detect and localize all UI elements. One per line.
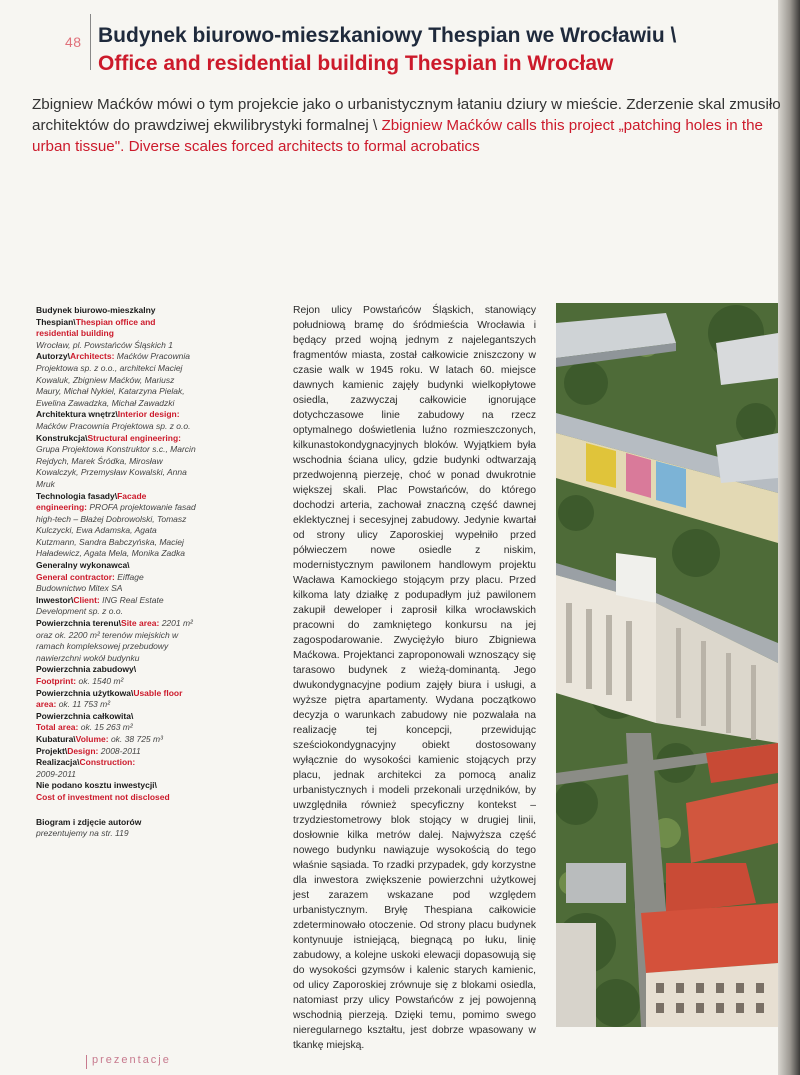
credit-label-en: Thespian office and residential building: [36, 316, 156, 339]
article-body: Rejon ulicy Powstańców Śląskich, stanowiący południową bramę do śródmieścia Wrocławia i będący przed wojną jednym z najelegantszych fragmentów miasta, został całkowicie zniszczony w czasie walk w 1945 roku. W latach 60. miejsce dawnych kamienic zajęły budynki wielkopłytowe osiedla, zazwyczaj całkowicie ignorujące dotychczasowe linie zabudowy na rzecz optymalnego doświetlenia luźno rozmieszczonych, kilkunastokondygnacyjnych bloków. Wyjątkiem była wschodnia ściana ulicy, gdzie budynki odtwarzają przedwojenną pierzeję, choć w ponad dwukrotnie większej skali. Plac Powstańców, do którego dochodzi arteria, zachował znaczną część dawnej eklektycznej i secesyjnej zabudowy. Jedynie kwartał od strony ulicy Zaporoskiej wypełniło przed półwieczem nowe osiedle z niskim, modernistycznym pawilonem handlowym projektu Wacława Kamockiego stojącym przy placu. Przed kilkoma laty działkę z podupadłym już pawilonem zakupił deweloper i zaprosił kilka wrocławskich pracowni do zamkniętego konkursu na jej zagospodarowanie. Zwyciężyło biuro Zbigniewa Maćkowa. Projektanci zaproponowali wznoszący się tarasowo budynek z wieżą-dominantą. Jego dwukondygnacyjne podium zajęły biura i usługi, a wyższe piętra apartamenty. Wydana początkowo decyzja o warunkach zabudowy nie pozwalała na realizację tej koncepcji, przewidując sześciokondygnacyjny obiekt dostosowany wyłącznie do wysokości kamienic stojących przy placu, jednak architekci za pomocą analiz urbanistycznych i modeli przekonali urzędników, by uwzględniła również specyficzny kontekst – trzydziestometrowy blok stojący w drugiej linii, dosłownie kilka metrów dalej. Najwyższa część nowego budynku nawiązuje wysokością do tego właśnie sąsiada. To rzadki przypadek, gdy korzystne dla inwestora zwiększenie powierzchni użytkowej jest zarazem wskazane pod względem urbanistycznym. Bryłę Thespiana całkowicie zdeterminowało otoczenie. Od strony placu budynek kontynuuje istniejącą, biegnącą po łuku, linię zabudowy, a kolejne uskoki elewacji dopasowują się do wysokości gzymsów i kalenic starych kamienic, od ulicy Zaporoskiej zrównuje się z blokami osiedla, natomiast przy ulicy Powstańców z jej powojenną wschodnią pierzeją. Dzięki temu, pomimo swego nieregularnego kształtu, jest dobrze wpasowany w tkankę miejską.: [293, 305, 536, 1051]
credit-label-pl: Architektura wnętrz\: [36, 409, 118, 420]
credit-value: 2009-2011: [36, 768, 77, 779]
credit-label-pl: Realizacja\: [36, 757, 80, 768]
credit-item: [36, 305, 196, 351]
credit-item: [36, 409, 196, 432]
credit-label-en: Usable floor area:: [36, 687, 183, 710]
credit-item: [36, 618, 196, 664]
credit-item: [36, 491, 196, 561]
credit-value: Wrocław, pl. Powstańców Śląskich 1: [36, 339, 173, 350]
credit-label-pl: Powierzchnia użytkowa\: [36, 687, 134, 698]
credit-label-en: Site area:: [121, 618, 160, 629]
credit-label-en: Client:: [73, 594, 100, 605]
page-binding-edge: [778, 0, 800, 1075]
credit-value: PROFA projektowanie fasad high-tech – Błażej Dobrowolski, Tomasz Kulczycki, Ewa Adamska, Agata Kutzmann, Sandra Babczyńska, Maciej Haładewicz, Agata Mela, Monika Zadka: [36, 502, 196, 559]
credit-value: ok. 1540 m²: [78, 676, 124, 686]
bio-note: [36, 817, 196, 840]
aerial-city-image: [556, 303, 778, 1027]
credit-value: 2201 m² oraz ok. 2200 m² terenów miejskich w ramach kompleksowej przebudowy nawierzchni wokół budynku: [36, 618, 193, 663]
credit-label-pl: Autorzy\: [36, 351, 70, 362]
credit-label-en: Volume:: [75, 733, 109, 744]
project-credits: [36, 305, 196, 840]
credit-value: ok. 38 725 m³: [110, 733, 163, 744]
credit-item: [36, 746, 196, 758]
credit-label-pl: Projekt\: [36, 745, 68, 756]
credit-label-pl: Technologia fasady\: [36, 490, 118, 501]
aerial-photo: [556, 303, 778, 1027]
credit-label-en: Architects:: [70, 351, 115, 362]
credit-item: [36, 757, 196, 780]
credit-label-en: Facade engineering:: [36, 490, 147, 513]
credit-value: Maćków Pracownia Projektowa sp. z o.o., architekci Maciej Kowaluk, Zbigniew Maćków, Mariusz Maury, Michał Nykiel, Katarzyna Pielak, Ewelina Zawadzka, Michał Zawadzki: [36, 351, 191, 408]
credit-label-pl: Inwestor\: [36, 594, 74, 605]
title-english: Office and residential building Thespian in Wrocław: [98, 52, 614, 75]
page-number: 48: [65, 34, 82, 50]
credit-value: ok. 15 263 m²: [80, 722, 133, 733]
credit-value: Grupa Projektowa Konstruktor s.c., Marcin Rejdych, Marek Śródka, Mirosław Kowalczyk, Przemysław Kowalski, Anna Mruk: [36, 444, 196, 489]
credit-value: ok. 11 753 m²: [58, 699, 111, 710]
credit-label-pl: Kubatura\: [36, 733, 76, 744]
lead-english: Zbigniew Maćków calls this project „patching holes in the urban tissue". Diverse scales forced architects to formal acrobatics: [32, 117, 763, 155]
title-divider: [90, 14, 91, 70]
credit-label-pl: Powierzchnia całkowita\: [36, 710, 134, 721]
credit-label-en: Footprint:: [36, 676, 77, 686]
credit-label-en: Structural engineering:: [87, 432, 182, 443]
credit-item: [36, 664, 196, 687]
bio-heading: Biogram i zdjęcie autorów: [36, 816, 142, 827]
section-footer: prezentacje: [92, 1054, 171, 1066]
lead-paragraph: [32, 94, 784, 157]
bio-value: prezentujemy na str. 119: [36, 828, 129, 839]
credit-item: [36, 711, 196, 734]
credit-item: [36, 688, 196, 711]
credit-label-en: General contractor:: [36, 571, 115, 582]
credit-label-en: Design:: [67, 745, 99, 756]
credit-label-pl: Generalny wykonawca\: [36, 560, 130, 571]
credit-label-en: Construction:: [79, 757, 136, 768]
credit-item: [36, 734, 196, 746]
footer-divider: [86, 1055, 87, 1069]
credit-item: [36, 595, 196, 618]
credit-label-en: Cost of investment not disclosed: [36, 791, 170, 802]
title-polish: Budynek biurowo-mieszkaniowy Thespian we Wrocławiu \: [98, 24, 677, 47]
credit-item: [36, 560, 196, 595]
credit-value: ING Real Estate Development sp. z o.o.: [36, 594, 164, 617]
credit-label-en: Interior design:: [117, 409, 180, 420]
credit-value: 2008-2011: [100, 745, 141, 756]
lead-polish: Zbigniew Maćków mówi o tym projekcie jako o urbanistycznym łataniu dziury w mieście. Zderzenie skal zmusiło architektów do prawdziwej ekwilibrystyki formalnej \: [32, 96, 781, 134]
credit-item: [36, 351, 196, 409]
credit-label-en: Total area:: [36, 722, 79, 733]
credit-label-pl: Nie podano kosztu inwestycji\: [36, 780, 157, 791]
credit-item: [36, 433, 196, 491]
credit-label-pl: Konstrukcja\: [36, 432, 88, 443]
credit-item: [36, 780, 196, 803]
credit-value: Maćków Pracownia Projektowa sp. z o.o.: [36, 420, 191, 431]
credit-label-pl: Powierzchnia terenu\: [36, 618, 122, 629]
credit-label-pl: Budynek biurowo-mieszkalny Thespian\: [36, 305, 156, 327]
credit-label-pl: Powierzchnia zabudowy\: [36, 664, 137, 675]
credit-value: Eiffage Budownictwo Mitex SA: [36, 571, 144, 594]
